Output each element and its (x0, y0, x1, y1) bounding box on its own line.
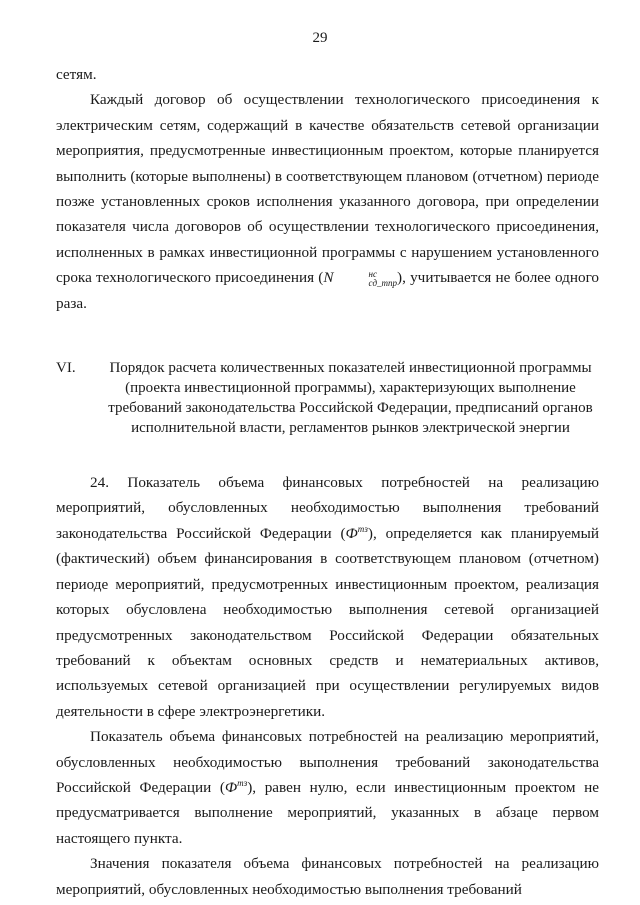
formula-n-subscript: сд_тпр (368, 277, 398, 288)
section-title-line: исполнительной власти, регламентов рынков электрической энергии (131, 420, 570, 437)
paragraph-text-end: ), равен нулю, если инвестиционным проектом не предусматривается выполнение мероприятий, указанных в абзаце первом настоящего пункта. (56, 778, 599, 847)
paragraph-text: 24. Показатель объема финансовых потребностей на реализацию мероприятий, обусловленных необходимостью выполнения требований законодательства Российской Федерации ( (56, 474, 599, 542)
carry-over-text: сетям. (56, 66, 97, 83)
paragraph-text: Каждый договор об осуществлении технологического присоединения к электрическим сетям, содержащий в качестве обязательств сетевой организации мероприятия, предусмотренные инвестиционным проектом, которые планируется выполнить (которые выполнены) в соответствующем плановом (отчетном) периоде позже установленных сроков исполнения указанного договора, при определении показателя числа договоров об осуществлении технологического присоединения, исполненных в рамках инвестиционной программы с нарушением установленного срока технологического присоединения ( (56, 91, 599, 287)
paragraph-values: Значения показателя объема финансовых потребностей на реализацию мероприятий, обусловленных необходимостью выполнения требований (56, 855, 599, 898)
formula-phi-superscript: тз (237, 777, 248, 788)
paragraph-text-end: ), учитывается не более одного раза. (56, 269, 600, 312)
document-body (56, 62, 599, 902)
paragraph-contract-counting (56, 87, 599, 316)
formula-n-symbol: N (323, 269, 334, 287)
formula-phi-symbol: Ф (345, 524, 358, 542)
paragraph-24 (56, 470, 599, 724)
section-title-line: требований законодательства Российской Федерации, предписаний органов (108, 400, 593, 417)
section-number: VI. (56, 360, 76, 377)
page-number: 29 (312, 30, 328, 46)
formula-n-indices (334, 270, 397, 288)
paragraph-text-end: ), определяется как планируемый (фактический) объем финансирования в соответствующем плановом (отчетном) периоде мероприятий, предусмотренных инвестиционным проектом, реализация которых обусловлена необходимостью выполнения сетевой организацией предусмотренных законодательством Российской Федерации обязательных требований к объектам основных средств и нематериальных активов, используемых сетевой организацией при осуществлении регулируемых видов деятельности в сфере электроэнергетики. (56, 524, 599, 720)
formula-n-superscript: нс (368, 268, 377, 279)
section-title-line: Порядок расчета количественных показателей инвестиционной программы (109, 360, 592, 377)
formula-phi-symbol: Ф (224, 778, 238, 796)
paragraph-text: Показатель объема финансовых потребностей на реализацию мероприятий, обусловленных необходимостью выполнения требований законодательства Российской Федерации ( (56, 728, 599, 796)
section-title-line: (проекта инвестиционной программы), характеризующих выполнение (125, 380, 576, 397)
paragraph-zero-value (56, 724, 599, 851)
section-heading (56, 358, 599, 438)
formula-phi-superscript: тз (357, 523, 368, 534)
